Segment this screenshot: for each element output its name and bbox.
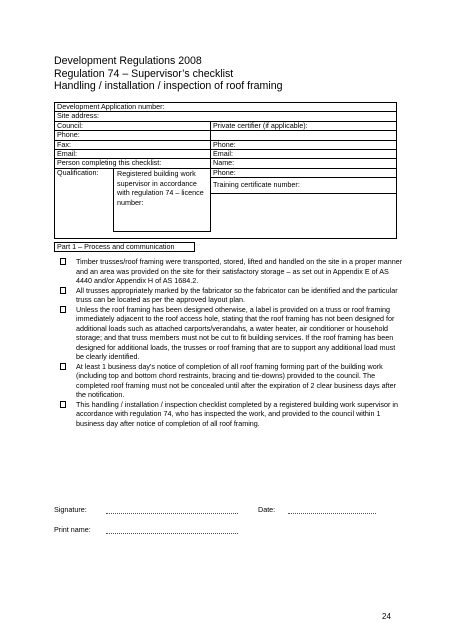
part-1-heading: Part 1 – Process and communication <box>54 242 195 252</box>
page-number: 24 <box>382 612 391 621</box>
fax-field[interactable]: Fax: <box>55 141 211 149</box>
supervisor-phone-field[interactable]: Phone: <box>213 167 236 177</box>
council-email-field[interactable]: Email: <box>55 150 211 158</box>
certifier-email-field[interactable]: Email: <box>213 150 233 159</box>
date-field[interactable] <box>288 506 376 514</box>
checkbox[interactable] <box>60 305 76 362</box>
training-certificate-field[interactable]: Training certificate number: <box>211 177 396 194</box>
signature-field[interactable] <box>106 506 238 514</box>
dev-app-field[interactable]: Development Application number: <box>57 103 165 111</box>
council-field[interactable]: Council: <box>55 122 211 130</box>
signature-row <box>54 500 394 514</box>
qualification-right <box>211 169 396 232</box>
name-field[interactable]: Name: <box>213 159 235 168</box>
title-line-2: Regulation 74 – Supervisor’s checklist <box>54 67 234 80</box>
details-form <box>54 102 397 252</box>
qualification-label: Qualification: <box>57 167 99 177</box>
council-row <box>54 121 397 130</box>
checklist-item <box>60 305 405 362</box>
print-name-field[interactable] <box>106 526 238 534</box>
signature-block <box>54 500 394 534</box>
qualification-row <box>54 168 397 232</box>
date-label: Date: <box>258 505 276 514</box>
checkbox[interactable] <box>60 286 76 305</box>
certifier-phone-field[interactable]: Phone: <box>213 140 236 149</box>
private-certifier-field[interactable]: Private certifier (if applicable): <box>213 121 308 130</box>
checklist-item <box>60 400 405 429</box>
email-row <box>54 149 397 158</box>
checklist <box>60 257 405 428</box>
site-row <box>54 111 397 120</box>
person-completing-label: Person completing this checklist: <box>55 159 211 167</box>
signature-label: Signature: <box>54 505 87 514</box>
checkbox[interactable] <box>60 257 76 286</box>
phone-row <box>54 130 397 139</box>
checklist-item-text: Timber trusses/roof framing were transported, stored, lifted and handled on the site in a proper manner and an area was provided on the site for their satisfactory storage – as set out in Appendix E of AS 4440 and/or Appendix H of AS 1684.2. <box>76 257 403 285</box>
fax-row <box>54 140 397 149</box>
checkbox[interactable] <box>60 400 76 429</box>
certifier-blank <box>211 131 396 139</box>
checklist-item-text: This handling / installation / inspection checklist completed by a registered building work supervisor in accordance with regulation 74, who has inspected the work, and provided to the council within 1 business day after notice of completion of all roof framing. <box>76 399 399 428</box>
checkbox[interactable] <box>60 362 76 400</box>
checklist-item <box>60 286 405 305</box>
title-line-1: Development Regulations 2008 <box>54 55 202 67</box>
person-row <box>54 158 397 167</box>
checklist-item-text: Unless the roof framing has been designed otherwise, a label is provided on a truss or roof framing immediately adjacent to the roof access hole, stating that the roof framing has not been designed for additional loads such as attached carports/verandahs, a water heater, air conditioner or household storage; and that truss members must not be cut to fit building services. If the roof framing has been designed for additional loads, the trusses or roof framing that are to support any additional load must be clearly identified. <box>76 304 396 361</box>
checklist-item <box>60 257 405 286</box>
print-name-row <box>54 520 394 534</box>
registered-supervisor-field[interactable]: Registered building work supervisor in accordance with regulation 74 – licence number: <box>113 169 211 232</box>
document-title <box>54 55 282 93</box>
council-phone-field[interactable]: Phone: <box>55 131 211 139</box>
site-address-field[interactable]: Site address: <box>57 112 99 121</box>
dev-app-row <box>54 102 397 111</box>
print-name-label: Print name: <box>54 525 91 534</box>
title-line-3: Handling / installation / inspection of roof framing <box>54 80 283 93</box>
checklist-item-text: All trusses appropriately marked by the fabricator so the fabricator can be identified and the particular truss can be located as per the approved layout plan. <box>76 285 398 304</box>
checklist-item <box>60 362 405 400</box>
checklist-item-text: At least 1 business day’s notice of completion of all roof framing forming part of the building work (including top and bottom chord restraints, bracing and tie-downs) provided to the council. The completed roof framing must not be concealed until after the expiration of 2 clear business days after the notification. <box>76 361 397 399</box>
